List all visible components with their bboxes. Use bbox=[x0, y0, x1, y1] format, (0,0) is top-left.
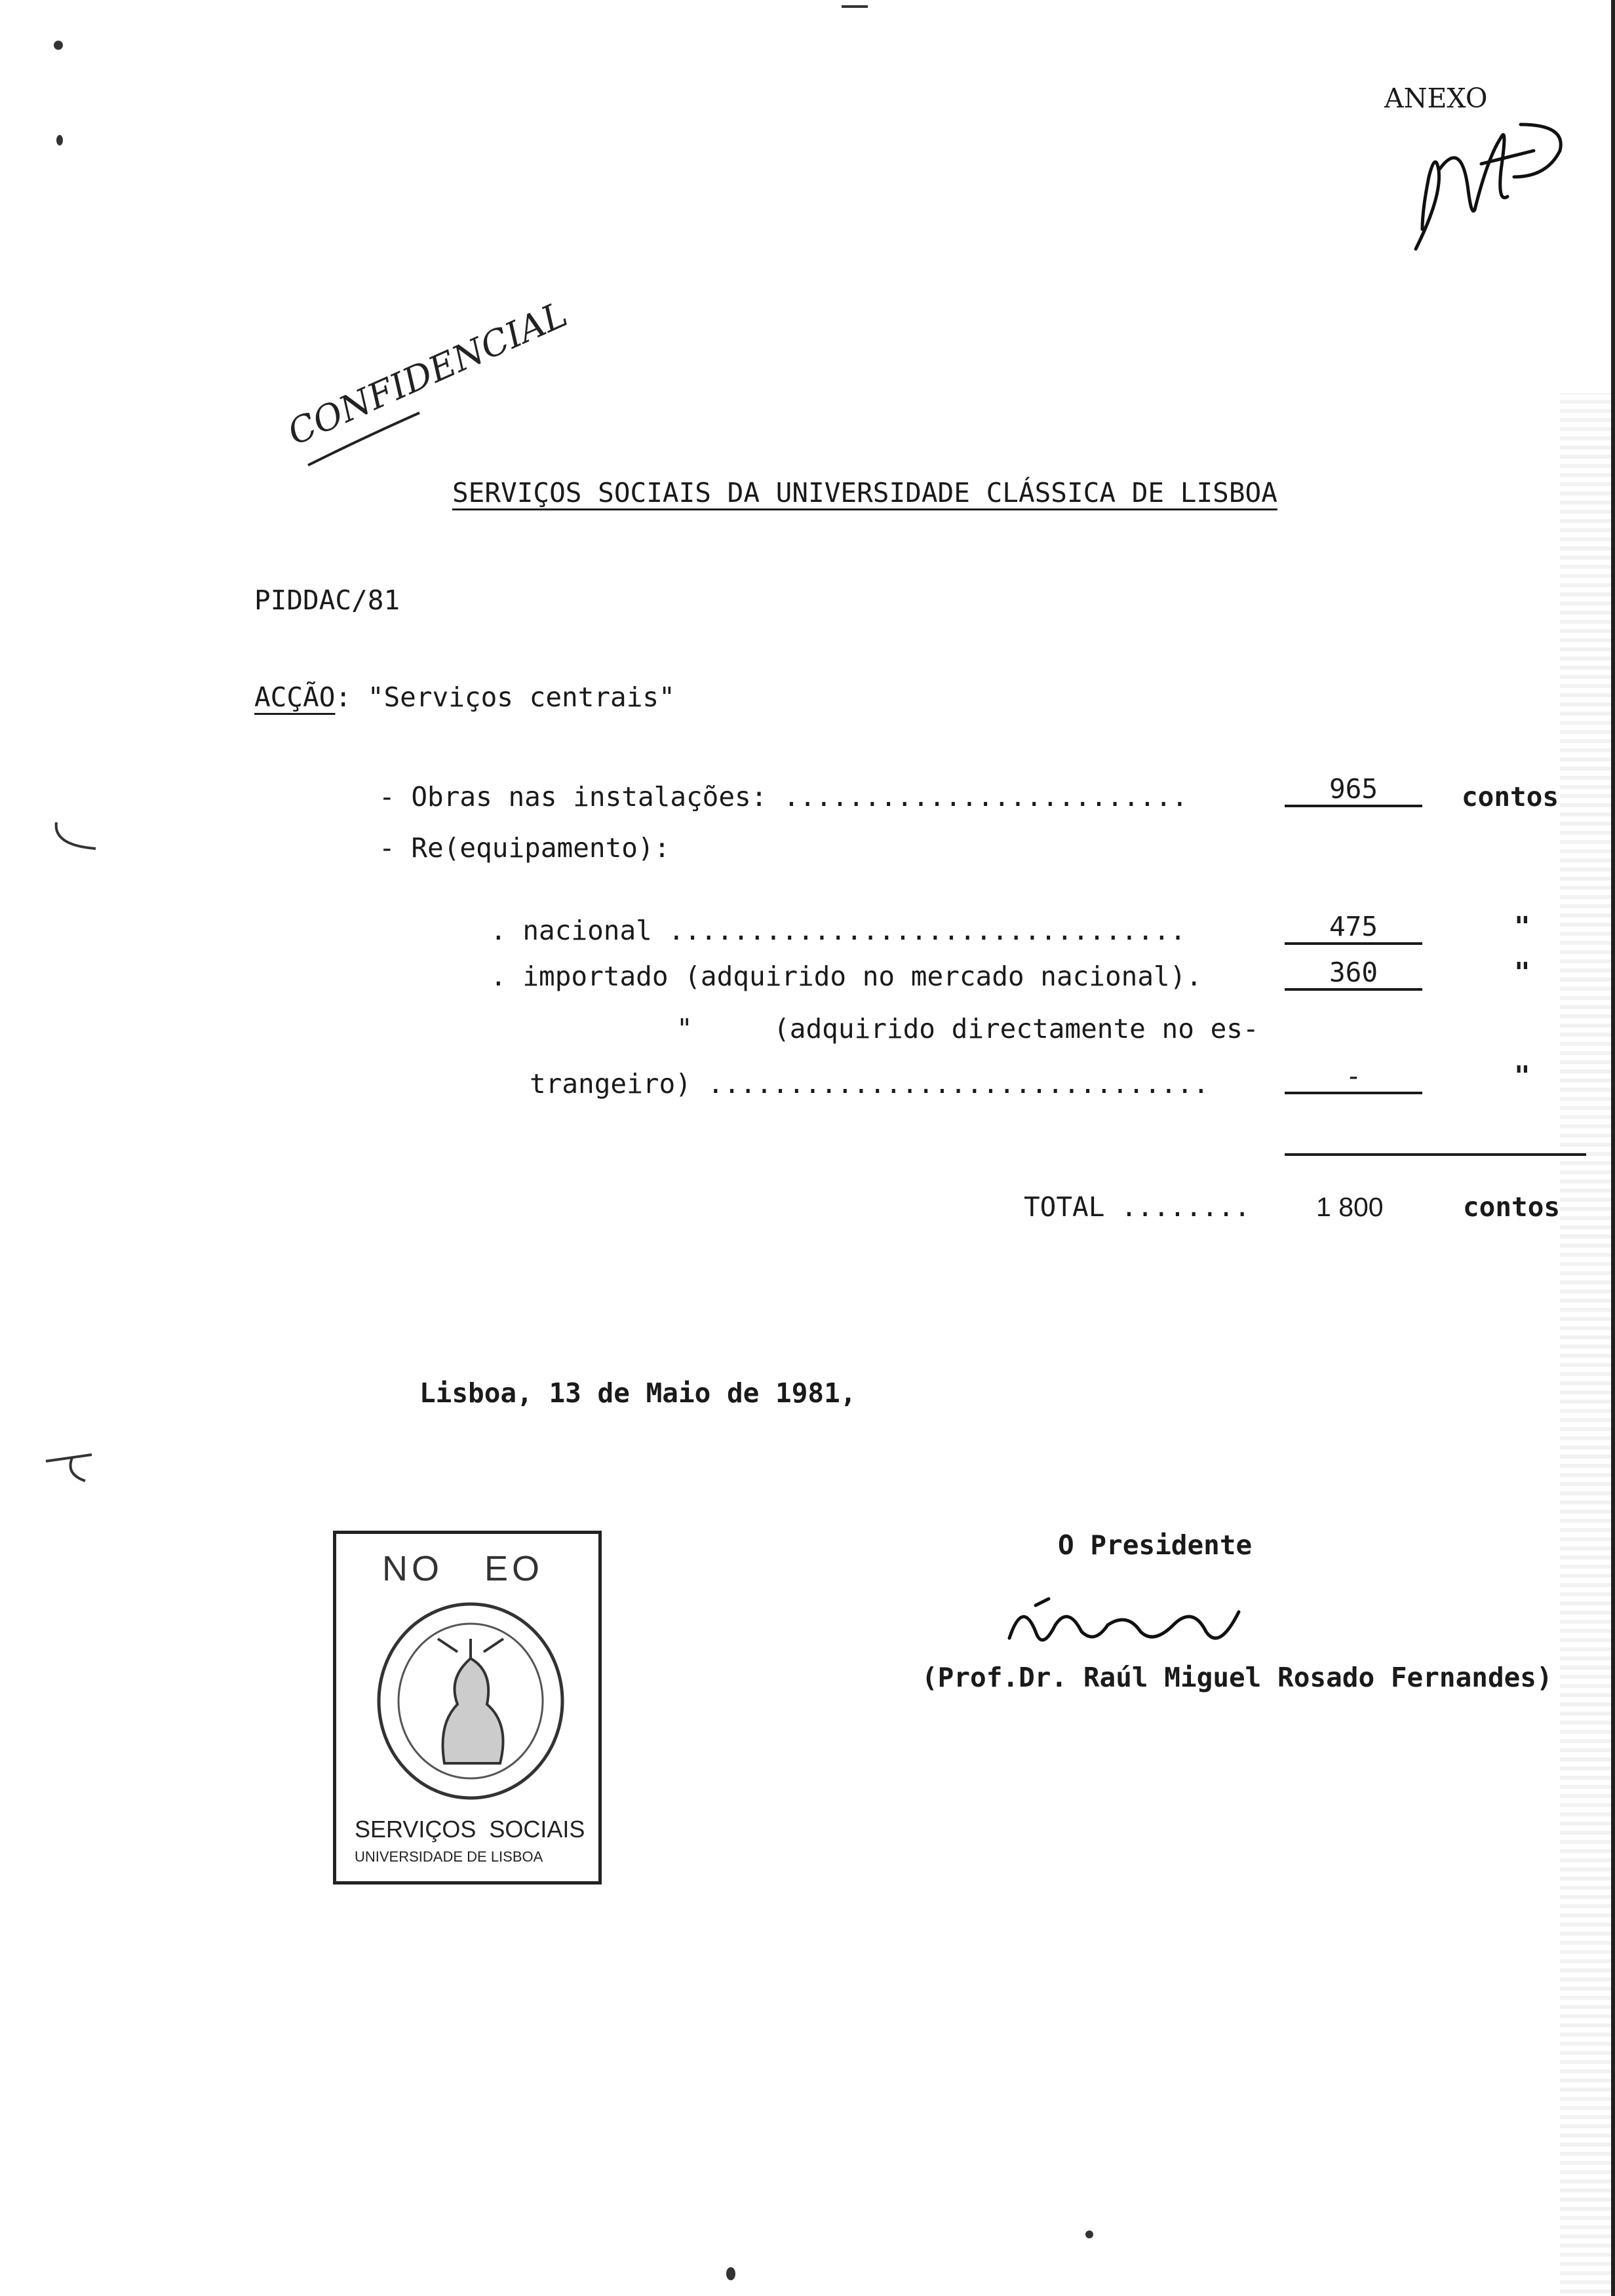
date-line: Lisboa, 13 de Maio de 1981, bbox=[419, 1377, 857, 1409]
item-importado-label: . importado (adquirido no mercado nacional). bbox=[490, 961, 1203, 992]
item-obras-label: - Obras nas instalações: ......................... bbox=[379, 781, 1188, 813]
item-nacional-label: . nacional ................................ bbox=[490, 915, 1186, 946]
official-stamp bbox=[333, 1531, 602, 1885]
initials-signature bbox=[1403, 98, 1573, 262]
signatory-name: (Prof.Dr. Raúl Miguel Rosado Fernandes) bbox=[922, 1662, 1553, 1693]
confidential-handwriting bbox=[281, 293, 574, 472]
signature bbox=[996, 1586, 1272, 1664]
reequipamento-label: - Re(equipamento): bbox=[379, 832, 671, 864]
annex-label: ANEXO bbox=[1384, 83, 1488, 114]
action-label: ACÇÃO bbox=[254, 681, 336, 713]
item-importado-unit: " bbox=[1514, 957, 1530, 988]
stamp-top-text: NO EO bbox=[382, 1549, 544, 1588]
margin-mark bbox=[56, 135, 63, 145]
item-directo-amount: - bbox=[1285, 1060, 1422, 1094]
total-amount: 1 800 bbox=[1316, 1192, 1384, 1222]
item-nacional-amount: 475 bbox=[1285, 911, 1422, 945]
stamp-line1: SERVIÇOS SOCIAIS bbox=[355, 1816, 585, 1843]
action-value: : "Serviços centrais" bbox=[335, 681, 675, 713]
stamp-line2: UNIVERSIDADE DE LISBOA bbox=[355, 1848, 543, 1865]
margin-mark bbox=[726, 2267, 735, 2280]
margin-mark bbox=[54, 41, 63, 50]
item-directo-unit: " bbox=[1514, 1060, 1530, 1092]
total-rule bbox=[1285, 1153, 1586, 1156]
total-unit: contos bbox=[1463, 1191, 1561, 1223]
confidential-handwriting-text: CONFIDENCIAL bbox=[281, 293, 574, 453]
stamp-seal bbox=[372, 1599, 569, 1803]
margin-mark bbox=[842, 5, 868, 8]
institution-title: SERVIÇOS SOCIAIS DA UNIVERSIDADE CLÁSSICA DE LISBOA bbox=[452, 477, 1277, 508]
signatory-title: O Presidente bbox=[1058, 1529, 1253, 1561]
margin-bracket-mark bbox=[39, 1448, 98, 1487]
action-line bbox=[254, 681, 675, 713]
program-code: PIDDAC/81 bbox=[254, 584, 400, 616]
item-obras-unit: contos bbox=[1462, 781, 1559, 813]
item-directo-line1: " (adquirido directamente no es- bbox=[676, 1013, 1259, 1044]
margin-bracket-mark bbox=[50, 819, 102, 858]
item-directo-line2: trangeiro) ............................... bbox=[530, 1068, 1209, 1100]
item-nacional-unit: " bbox=[1514, 911, 1530, 942]
item-obras-amount: 965 bbox=[1285, 773, 1422, 807]
item-importado-amount: 360 bbox=[1285, 957, 1422, 991]
margin-mark bbox=[1085, 2230, 1093, 2238]
total-label: TOTAL ........ bbox=[1024, 1191, 1251, 1223]
scan-noise-band bbox=[1560, 393, 1612, 2293]
